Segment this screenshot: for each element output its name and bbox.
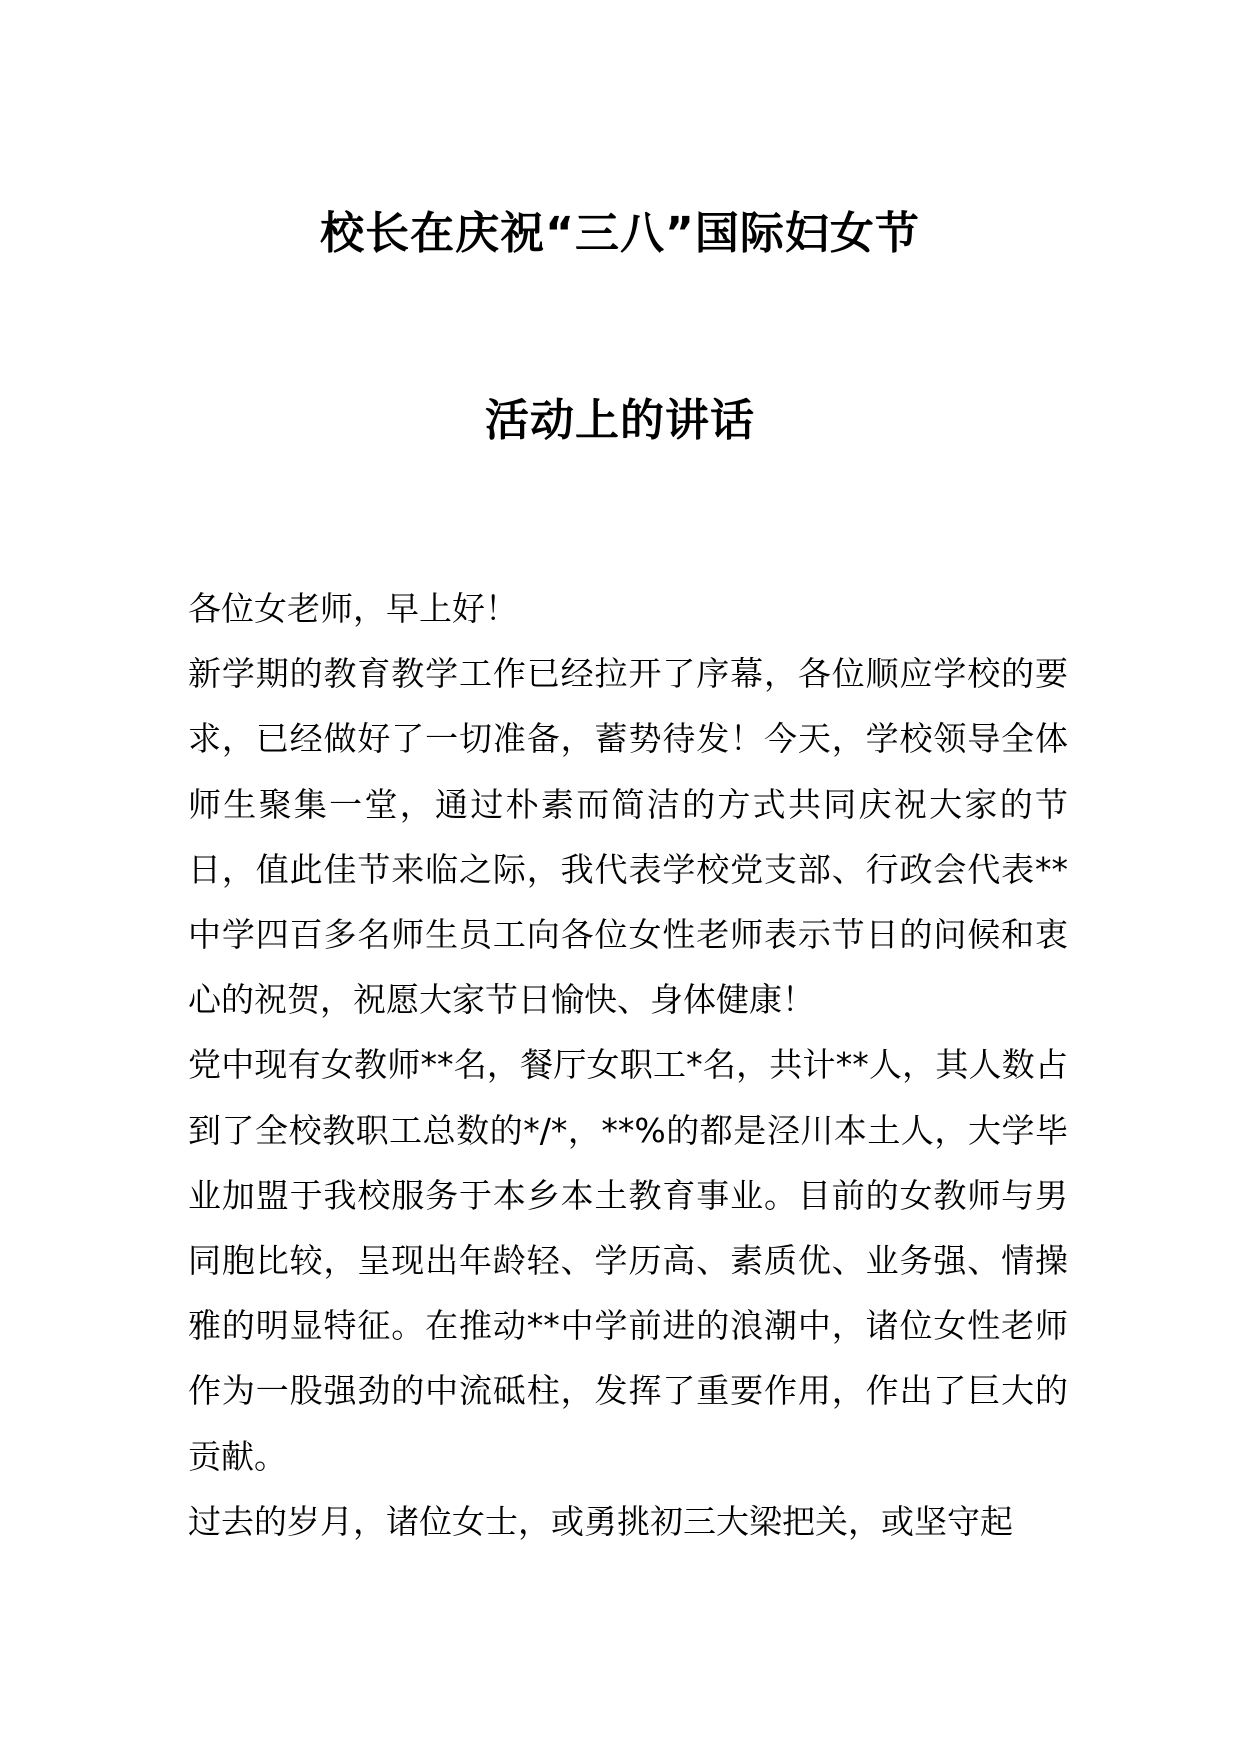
paragraph-opening: 新学期的教育教学工作已经拉开了序幕，各位顺应学校的要求，已经做好了一切准备，蓄势待发！今天，学校领导全体师生聚集一堂，通过朴素而简洁的方式共同庆祝大家的节日，值此佳节来临之际，我代表学校党支部、行政会代表**中学四百多名师生员工向各位女性老师表示节日的问候和衷心的祝贺，祝愿大家节日愉快、身体健康！ (188, 654, 1068, 1020)
paragraph-greeting: 各位女老师，早上好！ (188, 589, 518, 628)
paragraph-staff-overview: 党中现有女教师**名，餐厅女职工*名，共计**人，其人数占到了全校教职工总数的*/*，**%的都是泾川本土人，大学毕业加盟于我校服务于本乡本土教育事业。目前的女教师与男同胞比较，呈现出年龄轻、学历高、素质优、业务强、情操雅的明显特征。在推动**中学前进的浪潮中，诸位女性老师作为一股强劲的中流砥柱，发挥了重要作用，作出了巨大的贡献。 (188, 1045, 1068, 1476)
document-body (188, 576, 1068, 1554)
document-title-line-2: 活动上的讲话 (485, 395, 755, 446)
paragraph-past-years: 过去的岁月，诸位女士，或勇挑初三大梁把关，或坚守起 (188, 1501, 1013, 1541)
document-title-line-1: 校长在庆祝“三八”国际妇女节 (320, 208, 920, 259)
